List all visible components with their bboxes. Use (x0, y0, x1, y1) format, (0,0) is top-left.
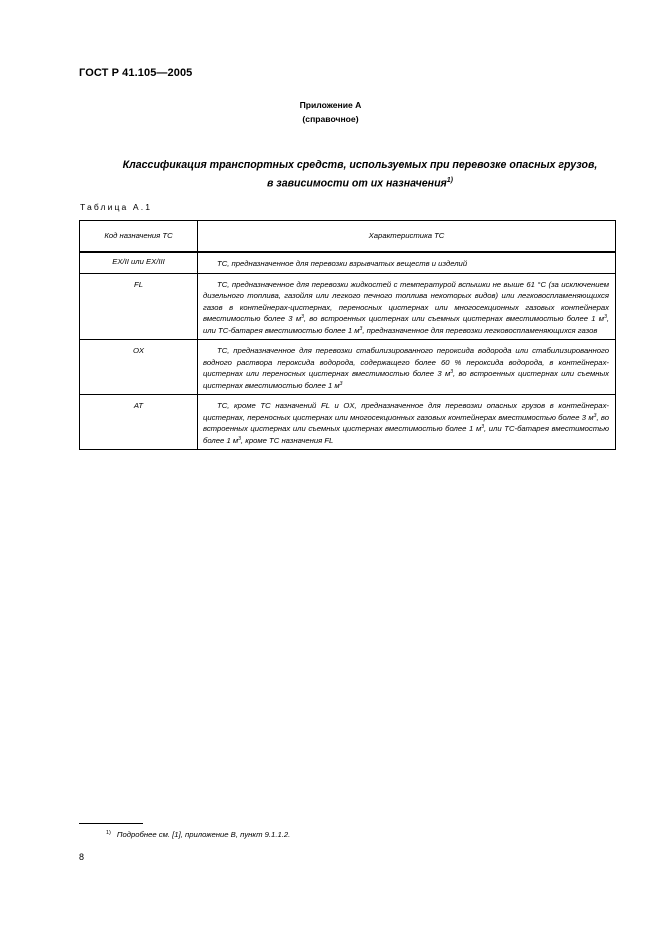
row-code: EX/II или EX/III (80, 252, 198, 273)
row-description-text: , предназначенное для перевозки легковоспламеняющихся газов (362, 325, 598, 335)
row-description (198, 273, 616, 340)
footnote-divider (79, 823, 143, 824)
row-description-text: ТС, предназначенное для перевозки жидкостей с температурой вспышки не выше 61 °С (за исключением дизельного топлива, газойля или легкого печного топлива некоторых видов) или легковоспламеняющихся газов в контейнерах-цистернах, переносных цистернах или многосекционных газовых контейнерах вместимостью более 3 м (203, 279, 609, 323)
superscript: 3 (593, 412, 597, 419)
superscript: 3 (450, 369, 453, 375)
superscript: 3 (359, 325, 363, 332)
row-description (198, 395, 616, 450)
header-description: Характеристика ТС (198, 221, 616, 253)
table-header-row (80, 221, 616, 253)
heading-line-1: Классификация транспортных средств, используемых при перевозке опасных грузов, (122, 159, 598, 171)
table-row (80, 395, 616, 450)
row-code: FL (80, 273, 198, 340)
table-row (80, 340, 616, 395)
row-description (198, 252, 616, 273)
classification-table (79, 220, 616, 450)
row-description-text: , кроме ТС назначения FL (240, 435, 334, 445)
row-description-text: , во встроенных цистернах или съемных цистернах вместимостью более 1 м (303, 314, 605, 323)
row-code: AT (80, 395, 198, 450)
superscript: 3 (481, 424, 485, 430)
footnote (106, 830, 290, 839)
heading-footnote-mark: 1) (446, 177, 454, 184)
row-description-text: ТС, кроме ТС назначений FL и OX, предназначенное для перевозки опасных грузов в контейнерах-цистернах, переносных цистернах или многосекционных газовых контейнерах вместимостью более 3 м (203, 401, 609, 422)
row-description-text: , во встроенных цистернах или съемных цистернах вместимостью более 1 м (203, 369, 609, 390)
heading-line-2 (60, 173, 660, 192)
table-label: Таблица А.1 (80, 202, 153, 212)
footnote-text: Подробнее см. [1], приложение В, пункт 9.1.1.2. (116, 830, 291, 839)
superscript: 3 (339, 380, 343, 387)
heading-line-2-text: в зависимости от их назначения (266, 177, 447, 190)
table-row (80, 252, 616, 273)
row-description-text: , во встроенных цистернах или съемных цистернах вместимостью более 1 м (203, 412, 609, 433)
table-row (80, 273, 616, 340)
document-code: ГОСТ Р 41.105—2005 (79, 67, 193, 79)
page-number: 8 (79, 852, 85, 862)
appendix-title (0, 98, 661, 126)
superscript: 3 (238, 435, 241, 442)
row-code: OX (80, 340, 198, 395)
row-description-text: ТС, предназначенное для перевозки взрывчатых веществ и изделий (217, 259, 468, 268)
section-heading (60, 158, 660, 192)
row-description-text: , или ТС-батарея вместимостью более 1 м (203, 314, 609, 335)
footnote-mark: 1) (106, 830, 111, 836)
superscript: 3 (301, 314, 304, 320)
header-code: Код назначения ТС (80, 221, 198, 253)
appendix-label: Приложение А (299, 100, 362, 110)
row-description (198, 340, 616, 395)
row-description-text: , или ТС-батарея вместимостью более 1 м (203, 424, 609, 445)
superscript: 3 (604, 314, 607, 320)
row-description-text: ТС, предназначенное для перевозки стабилизированного пероксида водорода или стабилизированного водного раствора пероксида водорода, содержащего более 60 % пероксида водорода, в контейнерах-цистернах или переносных цистернах вместимостью более 3 м (203, 346, 609, 378)
appendix-subtitle: (справочное) (302, 114, 359, 124)
